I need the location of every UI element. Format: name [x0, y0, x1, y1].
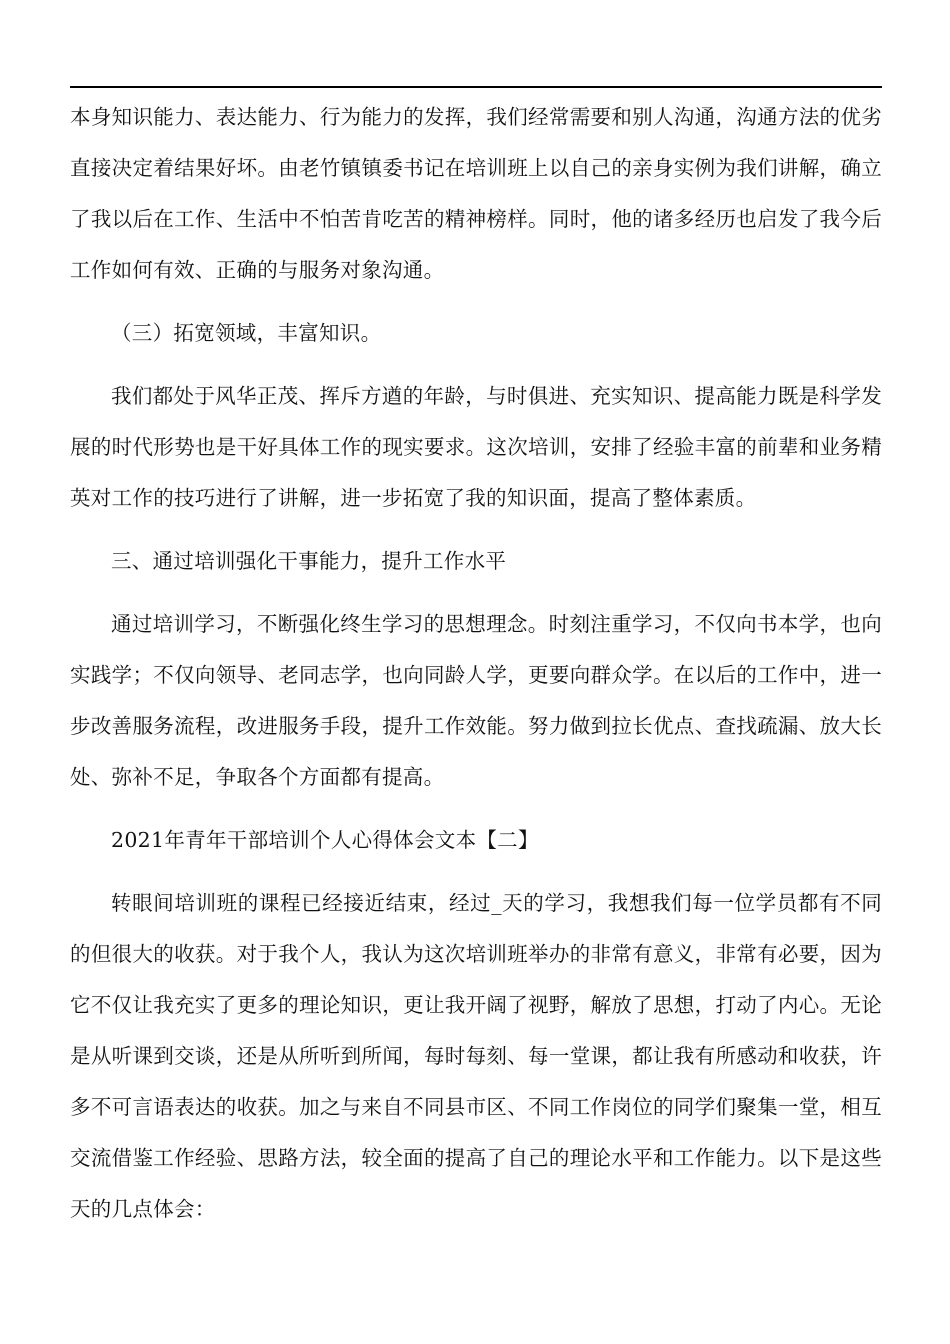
- document-body: [70, 92, 882, 1247]
- document-heading-part-two: 2021年青年干部培训个人心得体会文本【二】: [111, 828, 539, 852]
- paragraph-body: 转眼间培训班的课程已经接近结束，经过_天的学习，我想我们每一位学员都有不同的但很大的收获。对于我个人，我认为这次培训班举办的非常有意义，非常有必要，因为它不仅让我充实了更多的理论知识，更让我开阔了视野，解放了思想，打动了内心。无论是从听课到交谈，还是从所听到所闻，每时每刻、每一堂课，都让我有所感动和收获，许多不可言语表达的收获。加之与来自不同县市区、不同工作岗位的同学们聚集一堂，相互交流借鉴工作经验、思路方法，较全面的提高了自己的理论水平和工作能力。以下是这些天的几点体会：: [70, 891, 882, 1221]
- paragraph-continuation: 本身知识能力、表达能力、行为能力的发挥，我们经常需要和别人沟通，沟通方法的优劣直接决定着结果好坏。由老竹镇镇委书记在培训班上以自己的亲身实例为我们讲解，确立了我以后在工作、生活中不怕苦肯吃苦的精神榜样。同时，他的诸多经历也启发了我今后工作如何有效、正确的与服务对象沟通。: [70, 105, 882, 282]
- section-heading-three: 三、通过培训强化干事能力，提升工作水平: [111, 549, 507, 573]
- paragraph-body: 我们都处于风华正茂、挥斥方遒的年龄，与时俱进、充实知识、提高能力既是科学发展的时代形势也是干好具体工作的现实要求。这次培训，安排了经验丰富的前辈和业务精英对工作的技巧进行了讲解，进一步拓宽了我的知识面，提高了整体素质。: [70, 384, 882, 510]
- paragraph-body: 通过培训学习，不断强化终生学习的思想理念。时刻注重学习，不仅向书本学，也向实践学；不仅向领导、老同志学，也向同龄人学，更要向群众学。在以后的工作中，进一步改善服务流程，改进服务手段，提升工作效能。努力做到拉长优点、查找疏漏、放大长处、弥补不足，争取各个方面都有提高。: [70, 612, 882, 789]
- header-rule: [70, 86, 882, 88]
- sub-heading-broaden-knowledge: （三）拓宽领域，丰富知识。: [111, 321, 382, 345]
